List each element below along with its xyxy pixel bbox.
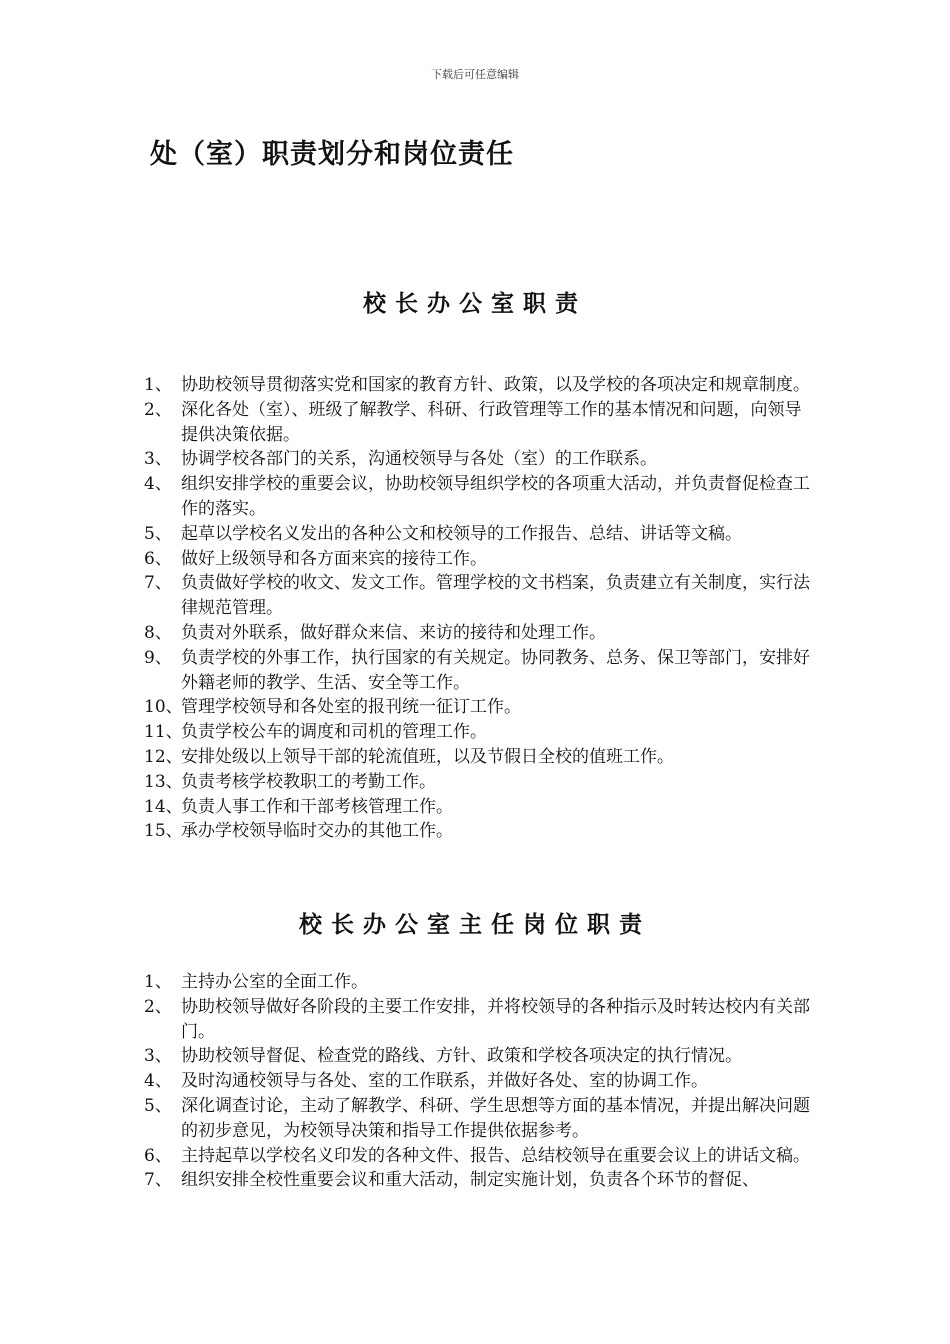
item-text: 负责做好学校的收文、发文工作。管理学校的文书档案，负责建立有关制度，实行法律规范管理。 [181,573,810,619]
list-item [144,398,812,448]
list-item [144,373,812,398]
item-text: 承办学校领导临时交办的其他工作。 [181,821,453,842]
item-number: 5、 [144,523,172,544]
item-number: 4、 [144,474,172,495]
list-item [144,795,812,820]
header-note: 下载后可任意编辑 [431,68,519,81]
item-text: 深化调查讨论，主动了解教学、科研、学生思想等方面的基本情况，并提出解决问题的初步意见，为校领导决策和指导工作提供依据参考。 [181,1095,810,1141]
item-text: 组织安排学校的重要会议，协助校领导组织学校的各项重大活动，并负责督促检查工作的落实。 [181,474,810,519]
item-number: 4、 [144,1071,172,1092]
list-item [144,1069,812,1094]
item-number: 5、 [144,1095,172,1116]
item-text: 协调学校各部门的关系，沟通校领导与各处（室）的工作联系。 [181,449,657,470]
item-number: 1、 [144,972,172,992]
list-item [144,1044,812,1069]
list-item [144,1168,812,1193]
item-text: 管理学校领导和各处室的报刊统一征订工作。 [181,697,521,718]
item-text: 深化各处（室）、班级了解教学、科研、行政管理等工作的基本情况和问题，向领导提供决策依据。 [181,399,802,445]
list-item [144,472,812,522]
item-number: 1、 [144,375,172,395]
item-number: 3、 [144,449,172,470]
item-number: 13、 [144,771,183,792]
list-item [144,571,812,621]
item-text: 负责对外联系，做好群众来信、来访的接待和处理工作。 [181,622,606,643]
item-number: 15、 [144,821,183,842]
item-text: 组织安排全校性重要会议和重大活动，制定实施计划，负责各个环节的督促、 [181,1170,759,1191]
item-number: 6、 [144,1145,172,1166]
item-text: 协助校领导督促、检查党的路线、方针、政策和学校各项决定的执行情况。 [181,1046,742,1067]
list-item [144,646,812,696]
item-text: 主持起草以学校名义印发的各种文件、报告、总结校领导在重要会议上的讲话文稿。 [181,1145,810,1166]
item-text: 负责人事工作和干部考核管理工作。 [181,796,453,817]
office-duties-list [144,373,812,844]
list-item [144,547,812,572]
list-item [144,1094,812,1144]
item-number: 3、 [144,1046,172,1067]
list-item [144,770,812,795]
list-item [144,522,812,547]
item-text: 及时沟通校领导与各处、室的工作联系，并做好各处、室的协调工作。 [181,1071,708,1092]
item-number: 7、 [144,573,172,594]
list-item [144,695,812,720]
list-item [144,447,812,472]
list-item [144,745,812,770]
list-item [144,1144,812,1169]
item-number: 11、 [144,722,183,743]
item-number: 7、 [144,1170,172,1191]
item-number: 12、 [144,746,183,767]
item-text: 协助校领导贯彻落实党和国家的教育方针、政策，以及学校的各项决定和规章制度。 [181,375,810,395]
list-item [144,819,812,844]
item-number: 14、 [144,796,183,817]
section-heading-director-duties: 校长办公室主任岗位职责 [299,911,651,938]
item-number: 10、 [144,697,183,718]
list-item [144,970,812,995]
item-number: 2、 [144,399,172,420]
item-text: 主持办公室的全面工作。 [181,972,368,992]
item-text: 负责考核学校教职工的考勤工作。 [181,771,436,792]
item-text: 负责学校的外事工作，执行国家的有关规定。协同教务、总务、保卫等部门，安排好外籍老师的教学、生活、安全等工作。 [181,647,810,693]
item-text: 做好上级领导和各方面来宾的接待工作。 [181,548,487,569]
item-text: 安排处级以上领导干部的轮流值班，以及节假日全校的值班工作。 [181,746,674,767]
director-duties-list [144,970,812,1193]
document-title: 处（室）职责划分和岗位责任 [150,139,514,170]
item-text: 协助校领导做好各阶段的主要工作安排，并将校领导的各种指示及时转达校内有关部门。 [181,996,810,1042]
item-number: 8、 [144,622,172,643]
section-heading-office-duties: 校长办公室职责 [363,290,587,317]
item-number: 2、 [144,996,172,1017]
item-text: 负责学校公车的调度和司机的管理工作。 [181,722,487,743]
list-item [144,720,812,745]
item-number: 9、 [144,647,172,668]
list-item [144,621,812,646]
list-item [144,995,812,1045]
item-number: 6、 [144,548,172,569]
item-text: 起草以学校名义发出的各种公文和校领导的工作报告、总结、讲话等文稿。 [181,523,742,544]
